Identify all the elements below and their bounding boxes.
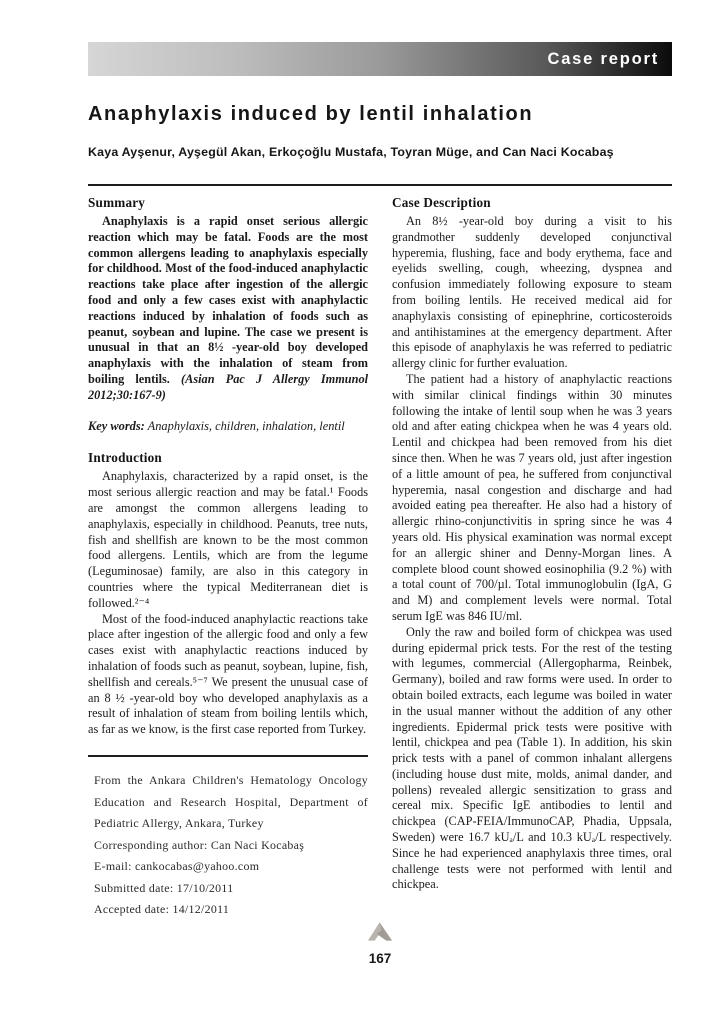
email-line: E-mail: cankocabas@yahoo.com bbox=[94, 859, 260, 874]
introduction-heading: Introduction bbox=[88, 450, 162, 466]
affiliation-text: From the Ankara Children's Hematology Oncology Education and Research Hospital, Department of Pediatric Allergy, Ankara, Turkey bbox=[94, 773, 368, 831]
page-number: 167 bbox=[368, 951, 392, 966]
article-title: Anaphylaxis induced by lentil inhalation bbox=[88, 103, 534, 125]
case-description-paragraph-2: The patient had a history of anaphylactic reactions with similar clinical findings within 30 minutes following the intake of lentil soup when he was 3 years old and after eating chickpea when he was 4 years old. Lentil and chickpea had been removed from his diet since then. When he was 7 years old, just after ingestion of a little amount of pea, he suffered from conjunctival hyperemia, nasal congestion and discharge and had avoided eating pea thereafter. He also had a history of allergic rhino-conjunctivitis in spring since he was 4 years old. His physical examination was normal except for an allergic shiner and Denny-Morgan lines. A complete blood count showed eosinophilia (9.2 %) with a total count of 700/µl. Total immunoglobulin (IgA, G and M) and complement levels were normal. Total serum IgE was 846 IU/ml. bbox=[392, 371, 672, 623]
summary-paragraph bbox=[88, 214, 368, 404]
case-description-paragraph-1: An 8½ -year-old boy during a visit to his grandmother suddenly developed conjunctival hyperemia, flushing, face and body erythema, face and eyelids swelling, cough, wheezing, dyspnea and confusion immediately following exposure to steam from boiling lentils. He received medical aid for anaphylaxis consisting of epinephrine, corticosteroids and antihistamines at the emergency department. After this episode of anaphylaxis he was referred to pediatric allergy clinic for further evaluation. bbox=[392, 214, 672, 371]
keywords-text: Anaphylaxis, children, inhalation, lentil bbox=[144, 418, 345, 433]
journal-logo-icon bbox=[367, 920, 394, 944]
case-report-banner bbox=[88, 42, 672, 76]
summary-text: Anaphylaxis is a rapid onset serious allergic reaction which may be fatal. Foods are the most common allergens leading to anaphylaxis especially for childhood. Most of the food-induced anaphylactic reactions take place after ingestion of the allergic food and only a few cases exist with anaphylactic reactions induced by inhalation of foods such as peanut, soybean and lupine. The case we present is unusual in that an 8½ -year-old boy developed anaphylaxis with the inhalation of steam from boiling lentils. bbox=[88, 214, 368, 386]
article-authors: Kaya Ayşenur, Ayşegül Akan, Erkoçoğlu Mustafa, Toyran Müge, and Can Naci Kocabaş bbox=[88, 145, 614, 159]
banner-label: Case report bbox=[547, 49, 659, 68]
two-column-body bbox=[88, 195, 672, 921]
footnote-block bbox=[88, 770, 368, 921]
page-footer bbox=[88, 920, 672, 966]
introduction-paragraph-2: Most of the food-induced anaphylactic reactions take place after ingestion of the allergic food and only a few cases exist with anaphylactic reactions induced by inhalation of foods such as peanut, soybean, lupine, fish, shellfish and cereals.⁵⁻⁷ We present the unusual case of an 8 ½ -year-old boy who developed anaphylaxis as a result of inhalation of steam from boiling lentils which, as far as we know, is the first case reported from Turkey. bbox=[88, 611, 368, 737]
submitted-date-line: Submitted date: 17/10/2011 bbox=[94, 880, 234, 895]
keywords-label: Key words: bbox=[88, 418, 145, 433]
right-column bbox=[392, 195, 672, 921]
case-description-heading: Case Description bbox=[392, 195, 491, 210]
header-divider bbox=[88, 184, 672, 186]
introduction-paragraph-1: Anaphylaxis, characterized by a rapid onset, is the most serious allergic reaction and may be fatal.¹ Foods are amongst the common allergens leading to anaphylaxis, especially in childhood. Peanuts, tree nuts, fish and shellfish are known to be the most common food allergens. Lentils, which are from the legume (Leguminosae) family, are also in this category in countries where the typical Mediterranean diet is followed.²⁻⁴ bbox=[88, 469, 368, 610]
summary-heading: Summary bbox=[88, 195, 146, 210]
accepted-date-line: Accepted date: 14/12/2011 bbox=[94, 902, 230, 917]
corresponding-author-line: Corresponding author: Can Naci Kocabaş bbox=[94, 837, 305, 852]
keywords-line bbox=[88, 419, 368, 435]
footnote-divider bbox=[88, 755, 368, 758]
summary-citation: (Asian Pac J Allergy Immunol 2012;30:167-9) bbox=[88, 371, 369, 402]
left-column bbox=[88, 195, 368, 921]
case-description-paragraph-3: Only the raw and boiled form of chickpea was used during epidermal prick tests. For the rest of the testing with legumes, commercial (Allergopharma, Reinbek, Germany), boiled and raw forms were used. In order to obtain boiled extracts, each legume was boiled in water in the usual manner without the addition of any other ingredients. Epidermal prick tests were positive with lentil, chickpea and pea (Table 1). In addition, his skin prick tests with a panel of common inhalant allergens (including house dust mite, molds, animal dander, and pollens) revealed allergic sensitization to grass and cereal mix. Specific IgE antibodies to lentil and chickpea (CAP-FEIA/ImmunoCAP, Phadia, Uppsala, Sweden) were 16.7 kUₐ/L and 10.3 kUₐ/L respectively. Since he had experienced anaphylaxis three times, oral challenge tests were not performed with lentil and chickpea. bbox=[392, 624, 672, 892]
